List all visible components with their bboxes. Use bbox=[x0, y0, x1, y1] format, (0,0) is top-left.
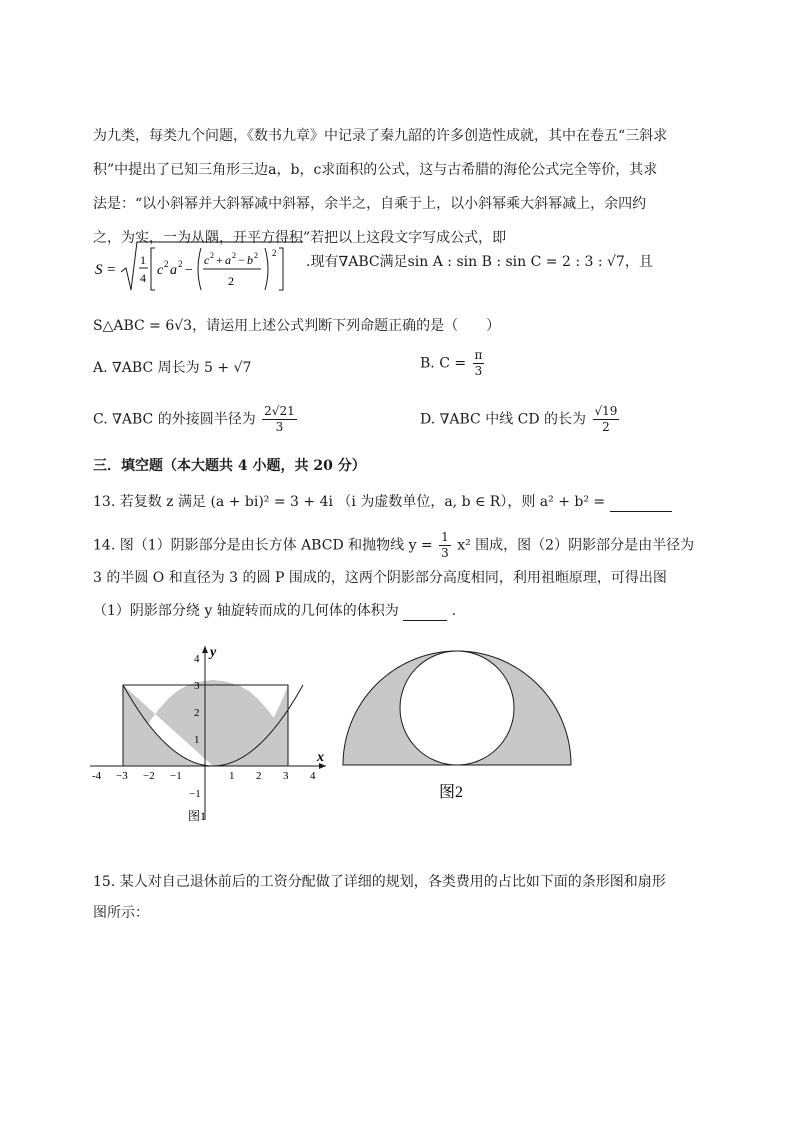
y-tick: 1 bbox=[194, 734, 200, 746]
figure-1-x-label: x bbox=[317, 750, 324, 765]
option-a: A. ∇ABC 周长为 5 + √7 bbox=[93, 360, 252, 376]
svg-text:2: 2 bbox=[164, 259, 169, 269]
svg-text:S: S bbox=[95, 262, 103, 278]
svg-text:a: a bbox=[225, 253, 231, 267]
question-15-line-2: 图所示： bbox=[93, 905, 149, 921]
x-tick: −1 bbox=[170, 770, 182, 782]
figure-1-caption: 图1 bbox=[188, 809, 207, 823]
problem-line-4: 之，为实，一为从隅，开平方得积”若把以上这段文字写成公式，即 bbox=[93, 230, 507, 246]
svg-text:a: a bbox=[170, 263, 177, 278]
figure-2-caption: 图2 bbox=[439, 784, 464, 801]
option-b-denominator: 3 bbox=[474, 364, 483, 378]
formula-svg bbox=[93, 238, 313, 298]
problem-line-1: 为九类，每类九个问题，《数书九章》中记录了秦九韶的许多创造性成就，其中在卷五“三斜求 bbox=[93, 128, 668, 144]
svg-text:+: + bbox=[216, 253, 223, 267]
svg-text:2: 2 bbox=[228, 274, 234, 288]
svg-text:2: 2 bbox=[232, 251, 236, 260]
question-14-text-a: 14. 图（1）阴影部分是由长方体 ABCD 和抛物线 y = bbox=[93, 537, 433, 554]
question-14-line-1 bbox=[93, 530, 694, 561]
svg-text:−: − bbox=[238, 253, 245, 267]
x-tick: 2 bbox=[256, 770, 262, 782]
question-13-text: 13. 若复数 z 满足 (a + bi)² = 3 + 4i （i 为虚数单位，a, b ∈ R），则 a² + b² = bbox=[93, 494, 606, 510]
section-heading: 三．填空题（本大题共 4 小题，共 20 分） bbox=[93, 458, 366, 474]
svg-text:4: 4 bbox=[140, 271, 146, 285]
svg-text:2: 2 bbox=[178, 259, 183, 269]
x-tick: 3 bbox=[283, 770, 289, 782]
svg-text:c: c bbox=[204, 253, 210, 267]
question-13-answer-blank[interactable] bbox=[610, 497, 672, 512]
option-b-fraction bbox=[473, 348, 485, 379]
y-tick: 3 bbox=[194, 680, 200, 692]
y-tick: −1 bbox=[189, 788, 201, 800]
svg-text:2: 2 bbox=[254, 251, 258, 260]
question-14-text-b: x² 围成，图（2）阴影部分是由半径为 bbox=[457, 537, 695, 554]
option-d-label: D. ∇ABC 中线 CD 的长为 bbox=[420, 411, 587, 428]
x-tick: −3 bbox=[116, 770, 128, 782]
figure-1-x-ticks bbox=[92, 770, 316, 782]
option-d-denominator: 2 bbox=[602, 420, 610, 434]
option-d bbox=[420, 404, 621, 435]
option-b-numerator: π bbox=[474, 348, 483, 362]
problem-line-6: S△ABC = 6√3，请运用上述公式判断下列命题正确的是（ ） bbox=[93, 318, 501, 334]
y-tick: 4 bbox=[194, 653, 200, 665]
figure-1 bbox=[88, 640, 338, 830]
question-14-answer-blank[interactable] bbox=[403, 606, 447, 621]
question-13 bbox=[93, 492, 672, 512]
option-c-denominator: 3 bbox=[275, 420, 284, 434]
figure-1-y-arrow bbox=[202, 646, 208, 653]
x-tick: 1 bbox=[229, 770, 235, 782]
x-tick: −2 bbox=[143, 770, 155, 782]
question-14-denominator: 3 bbox=[441, 546, 449, 560]
option-b bbox=[420, 348, 486, 379]
y-tick: 2 bbox=[194, 707, 200, 719]
question-14-numerator: 1 bbox=[441, 530, 449, 544]
figure-2 bbox=[338, 645, 578, 810]
option-d-fraction bbox=[593, 404, 620, 435]
question-14-line-2: 3 的半圆 O 和直径为 3 的圆 P 围成的，这两个阴影部分高度相同，利用祖暅原理，可得出图 bbox=[93, 570, 667, 586]
svg-text:=: = bbox=[107, 262, 116, 278]
question-15-line-1: 15. 某人对自己退休前后的工资分配做了详细的规划，各类费用的占比如下面的条形图和扇形 bbox=[93, 874, 666, 890]
svg-text:c: c bbox=[157, 263, 164, 278]
problem-line-2: 积”中提出了已知三角形三边a，b，c求面积的公式，这与古希腊的海伦公式完全等价，其求 bbox=[93, 162, 658, 178]
area-formula bbox=[93, 238, 313, 298]
svg-text:2: 2 bbox=[272, 248, 277, 258]
option-d-numerator: √19 bbox=[594, 404, 618, 418]
question-14-text-c: （1）阴影部分绕 y 轴旋转而成的几何体的体积为 bbox=[93, 603, 399, 619]
x-tick: -4 bbox=[92, 770, 102, 782]
problem-line-3: 法是：“以小斜幂并大斜幂减中斜幂，余半之，自乘于上，以小斜幂乘大斜幂减上，余四约 bbox=[93, 196, 647, 212]
question-14-line-3 bbox=[93, 601, 456, 621]
option-c-fraction bbox=[262, 404, 297, 435]
option-c-label: C. ∇ABC 的外接圆半径为 bbox=[93, 411, 256, 428]
svg-text:−: − bbox=[185, 263, 193, 278]
svg-text:1: 1 bbox=[140, 253, 146, 267]
option-c bbox=[93, 404, 299, 435]
option-b-label: B. C = bbox=[420, 355, 467, 372]
option-c-numerator: 2√21 bbox=[264, 404, 295, 418]
x-tick: 4 bbox=[310, 770, 316, 782]
figure-1-y-label: y bbox=[210, 645, 217, 660]
formula-condition: .现有∇ABC满足sin A : sin B : sin C = 2 : 3 : √7，且 bbox=[306, 254, 653, 270]
figure-2-inner-circle bbox=[400, 651, 514, 765]
question-14-period: . bbox=[451, 603, 457, 619]
question-14-fraction bbox=[439, 530, 451, 561]
svg-text:b: b bbox=[247, 253, 253, 267]
svg-text:2: 2 bbox=[210, 251, 214, 260]
